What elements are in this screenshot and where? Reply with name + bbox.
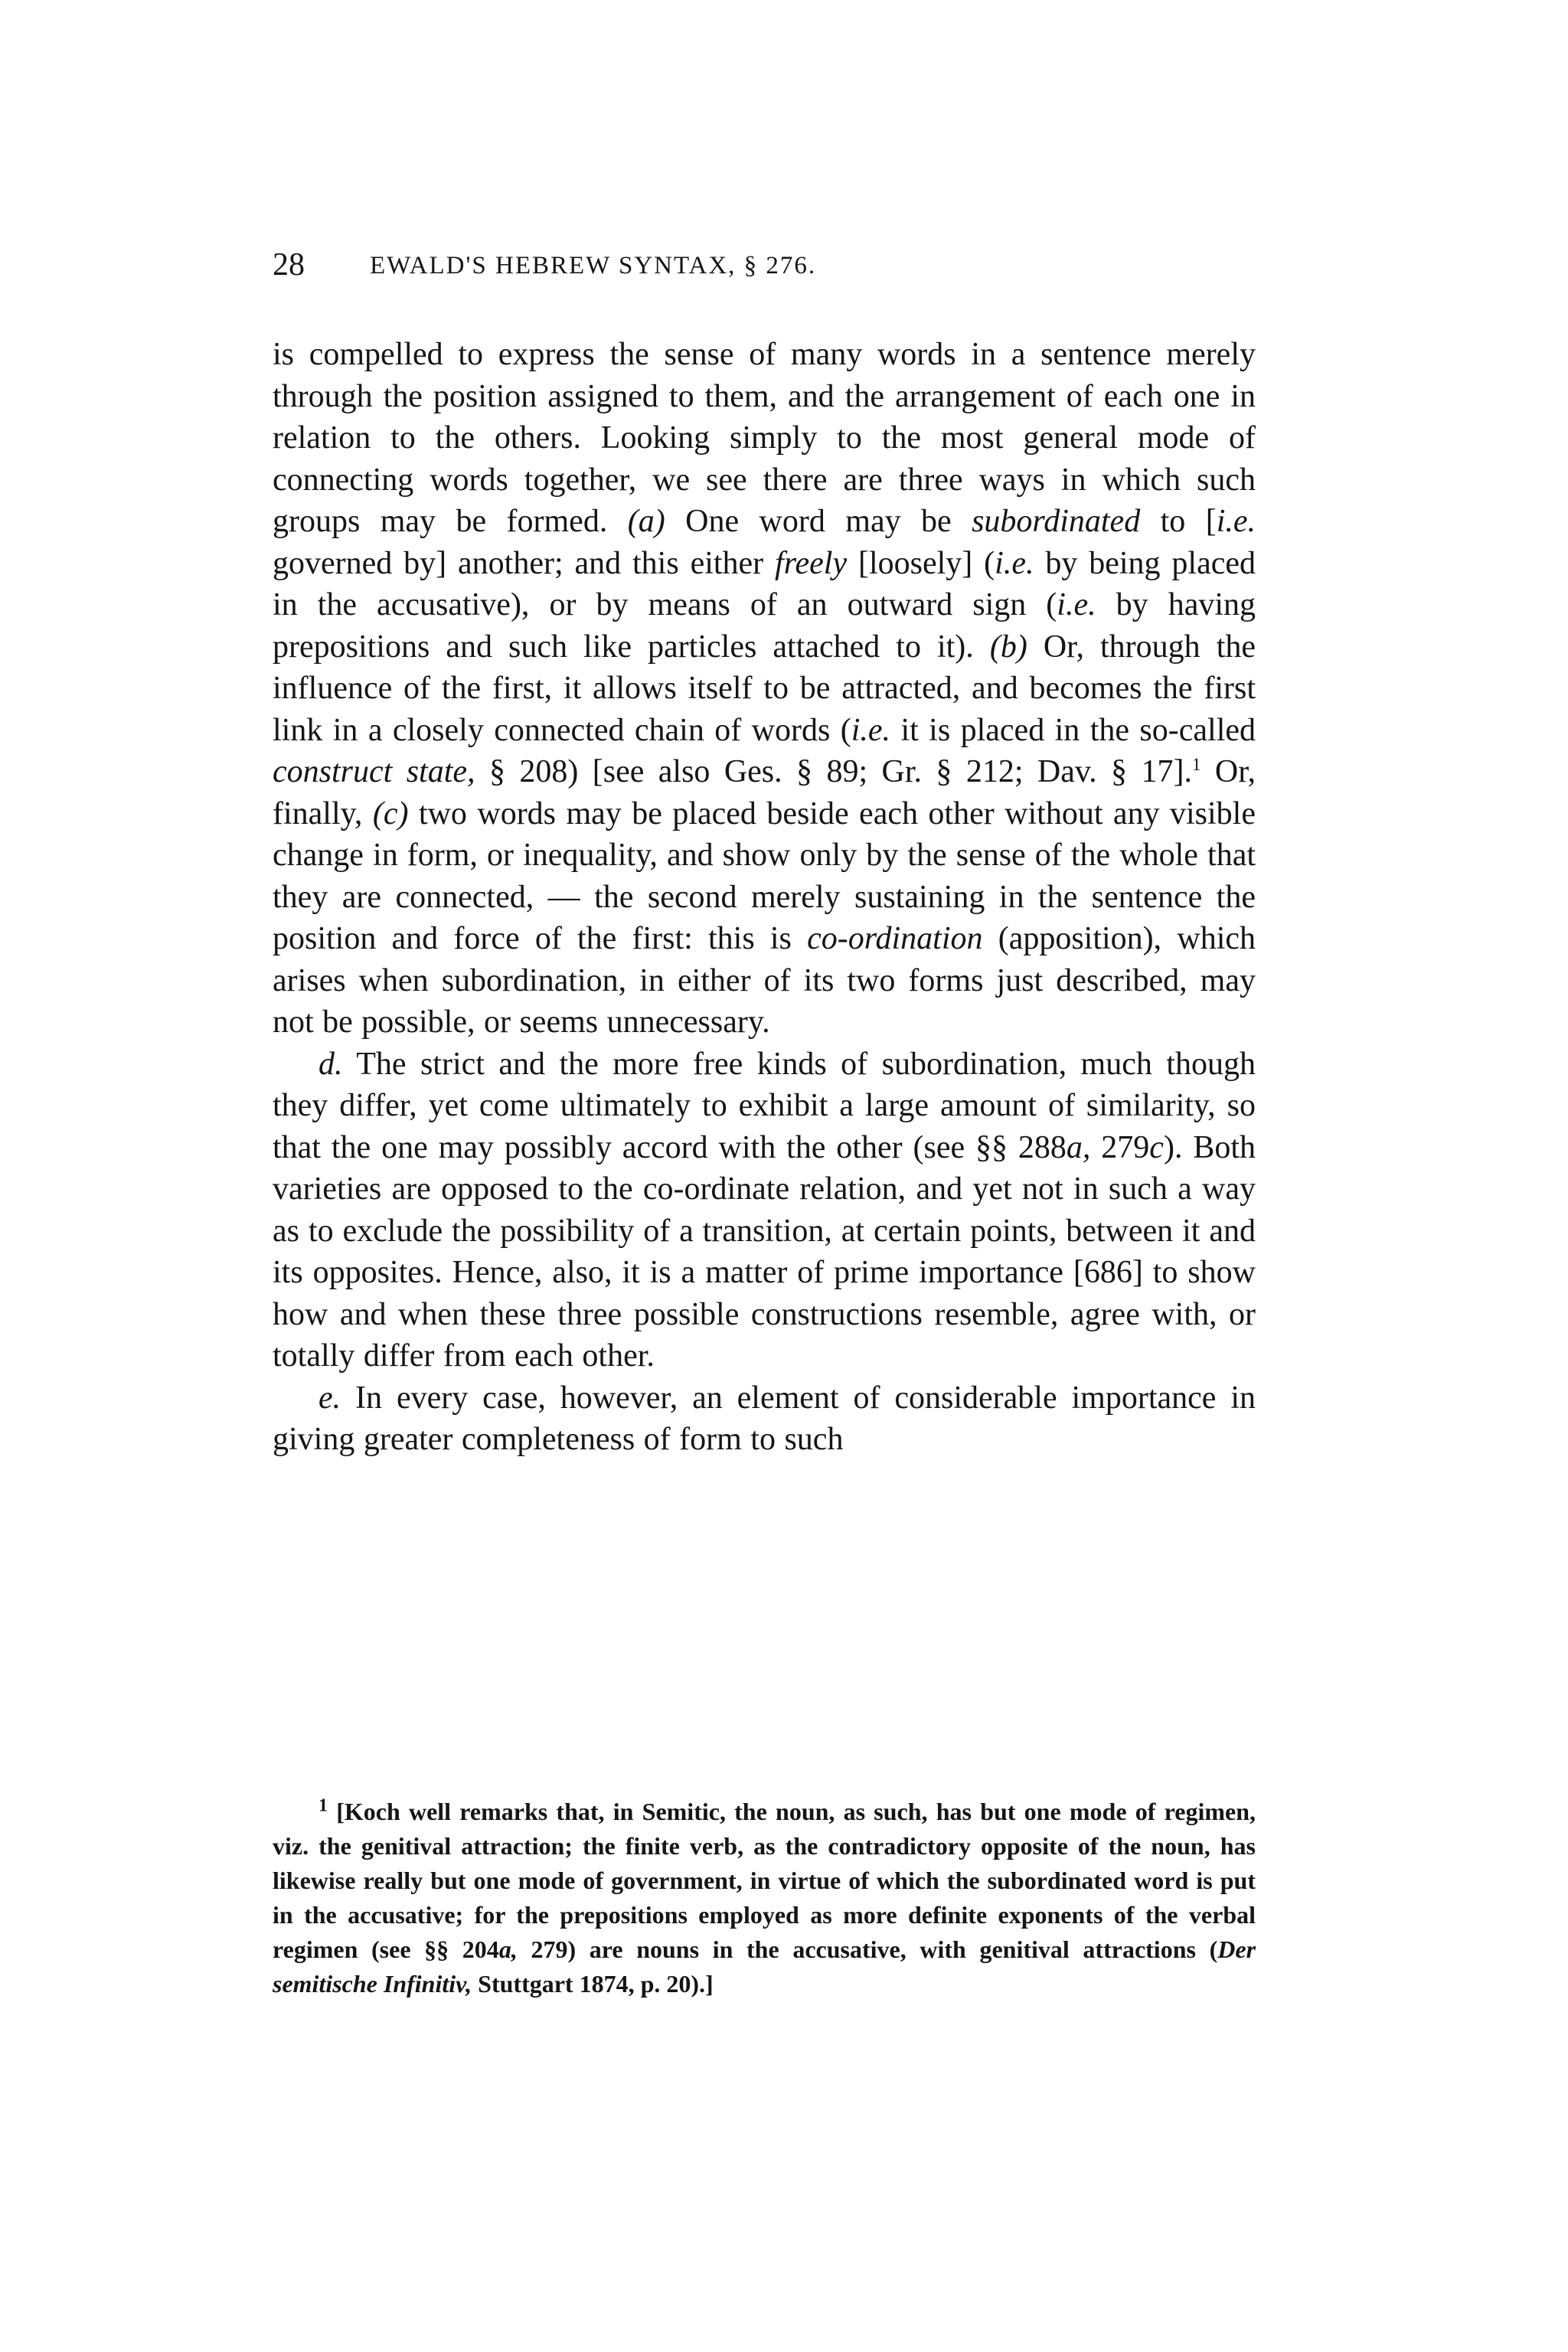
text-run: to [ (1140, 504, 1217, 539)
text-run: it is placed in the so-called (890, 712, 1256, 748)
text-run: Stuttgart 1874, p. 20).] (472, 1970, 714, 1998)
label-c: (c) (372, 795, 409, 831)
section-label-e: e. (318, 1380, 341, 1416)
text-run: In every case, however, an element of considerable importance in giving greater completeness of form to such (273, 1380, 1256, 1457)
text-run: Or, finally, (273, 754, 1256, 831)
text-run: One word may be (665, 504, 972, 539)
italic-term: i.e. (1216, 504, 1256, 539)
text-run: Or, through the influence of the first, it allows itself to be attracted, and becomes the first link in a closely connected chain of words ( (273, 629, 1256, 748)
text-run: is compelled to express the sense of many words in a sentence merely through the position assigned to them, and the arrangement of each one in relation to the others. Looking simply to the most general mode of connecting words together, we see there are three ways in which such groups may be formed. (273, 337, 1256, 539)
text-run: [loosely] ( (847, 545, 995, 581)
italic-term: i.e. (1057, 587, 1096, 622)
footnote-reference: 1 (1191, 755, 1201, 774)
italic-term: construct state, (273, 754, 475, 789)
footnote (273, 1795, 1256, 2001)
italic-term: a, (1066, 1129, 1091, 1165)
text-run: 279) are nouns in the accusative, with genitival attractions ( (517, 1936, 1218, 1963)
paragraph-d (273, 1044, 1256, 1377)
page-number: 28 (273, 247, 305, 283)
italic-term: subordinated (972, 504, 1141, 539)
page-header (273, 243, 1256, 286)
text-run: (apposition), which arises when subordination, in either of its two forms just described, may not be possible, or seems unnecessary. (273, 921, 1256, 1040)
italic-term: i.e. (995, 545, 1034, 581)
italic-term: c (1149, 1129, 1164, 1165)
text-run: ). Both varieties are opposed to the co-ordinate relation, and yet not in such a way as to exclude the possibility of a transition, at certain points, between it and its opposites. Hence, also, it is a matter of prime importance [686] to show how and when these three possible constructions resemble, agree with, or totally differ from each other. (273, 1129, 1256, 1374)
paragraph-1 (273, 334, 1256, 1044)
text-run: by having prepositions and such like particles attached to it). (273, 587, 1256, 665)
section-label-d: d. (318, 1046, 343, 1082)
text-run: by being placed in the accusative), or by means of an outward sign ( (273, 545, 1256, 622)
text-run: governed by] another; and this either (273, 545, 776, 581)
italic-term: i.e. (851, 712, 891, 748)
footnote-text (273, 1795, 1256, 2001)
italic-title: Der semitische Infinitiv, (273, 1936, 1256, 1998)
paragraph-e (273, 1377, 1256, 1461)
main-text (273, 334, 1256, 1461)
text-run: [Koch well remarks that, in Semitic, the noun, as such, has but one mode of regimen, viz. the genitival attraction; the finite verb, as the contradictory opposite of the noun, has likewise really but one mode of government, in virtue of which the subordinated word is put in the accusative; for the prepositions employed as more definite exponents of the verbal regimen (see §§ 204 (273, 1798, 1256, 1963)
text-run: two words may be placed beside each other without any visible change in form, or inequality, and show only by the sense of the whole that they are connected, — the second merely sustaining in the sentence the position and force of the first: this is (273, 795, 1256, 956)
text-run: § 208) [see also Ges. § 89; Gr. § 212; Dav. § 17]. (475, 754, 1192, 789)
text-run: 279 (1090, 1129, 1150, 1165)
text-run: The strict and the more free kinds of subordination, much though they differ, yet come ultimately to exhibit a large amount of similarity, so that the one may possibly accord with the other (see §§ 288 (273, 1046, 1256, 1165)
italic-term: a, (498, 1936, 518, 1963)
running-head: EWALD'S HEBREW SYNTAX, § 276. (370, 252, 817, 279)
label-a: (a) (627, 504, 665, 539)
italic-term: freely (775, 545, 848, 581)
footnote-marker: 1 (318, 1795, 328, 1816)
italic-term: co-ordination (807, 921, 983, 956)
label-b: (b) (989, 629, 1027, 665)
